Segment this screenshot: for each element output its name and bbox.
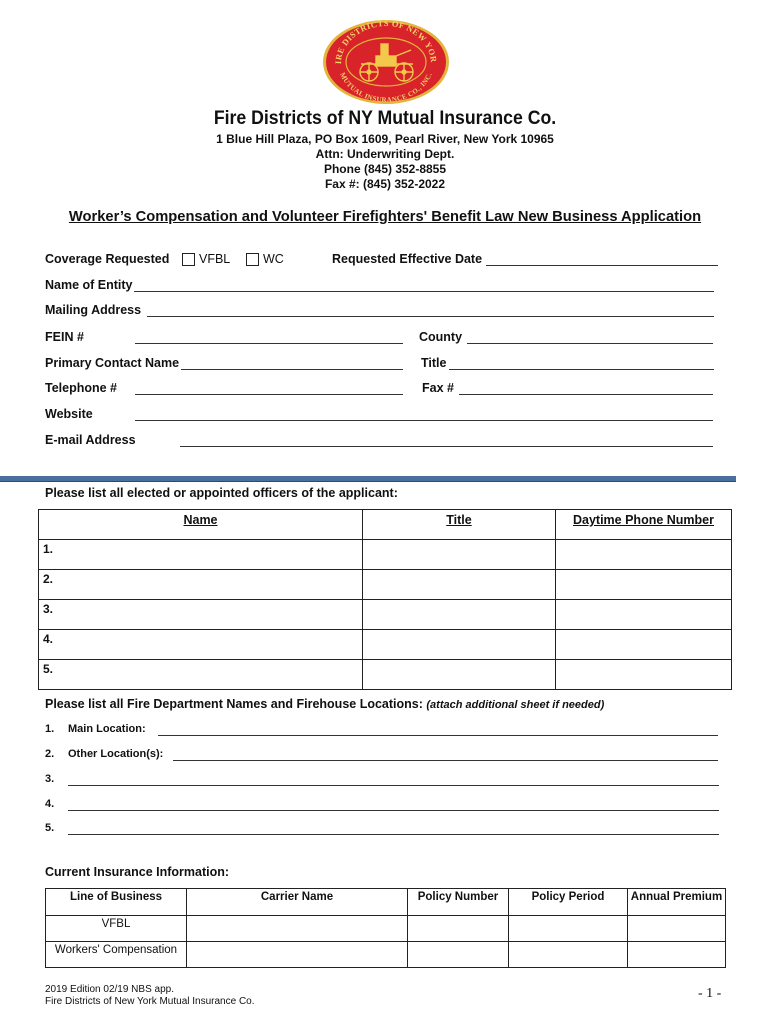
mailing-address-input[interactable]	[147, 316, 714, 317]
officer-name-cell[interactable]: 4.	[39, 630, 363, 660]
policy-period-cell[interactable]	[509, 916, 628, 942]
location-number: 2.	[45, 748, 55, 760]
email-label: E-mail Address	[45, 433, 136, 447]
carrier-name-cell[interactable]	[187, 942, 408, 968]
company-logo	[321, 18, 451, 106]
officer-name-cell[interactable]: 2.	[39, 570, 363, 600]
insurance-table	[45, 888, 726, 968]
svg-text:MUTUAL INSURANCE CO., INC.: MUTUAL INSURANCE CO., INC.	[338, 71, 434, 105]
col-annual-premium: Annual Premium	[628, 889, 726, 916]
fein-input[interactable]	[135, 343, 403, 344]
wc-option-label: WC	[263, 252, 284, 266]
location-number: 4.	[45, 798, 55, 810]
table-row	[46, 942, 726, 968]
primary-contact-label: Primary Contact Name	[45, 356, 180, 370]
col-phone: Daytime Phone Number	[556, 510, 732, 540]
fax-label: Fax #	[422, 381, 454, 395]
officer-name-cell[interactable]: 1.	[39, 540, 363, 570]
line-of-business-cell: VFBL	[46, 916, 187, 942]
company-address: 1 Blue Hill Plaza, PO Box 1609, Pearl River, New York 10965	[216, 132, 554, 146]
location-number: 1.	[45, 723, 55, 735]
carrier-name-cell[interactable]	[187, 916, 408, 942]
officer-name-cell[interactable]: 3.	[39, 600, 363, 630]
officer-phone-cell[interactable]	[556, 660, 732, 690]
policy-period-cell[interactable]	[509, 942, 628, 968]
other-location-input[interactable]	[173, 760, 718, 761]
footer-company: Fire Districts of New York Mutual Insurance Co.	[45, 996, 255, 1007]
line-of-business-cell: Workers' Compensation	[46, 942, 187, 968]
table-row	[46, 916, 726, 942]
attn-line: Attn: Underwriting Dept.	[315, 147, 455, 161]
effective-date-input[interactable]	[486, 265, 718, 266]
telephone-label: Telephone #	[45, 381, 118, 395]
locations-note: (attach additional sheet if needed)	[426, 699, 605, 711]
telephone-input[interactable]	[135, 394, 403, 395]
website-label: Website	[45, 407, 93, 421]
website-input[interactable]	[135, 420, 713, 421]
email-input[interactable]	[180, 446, 713, 447]
fax-input[interactable]	[459, 394, 713, 395]
policy-number-cell[interactable]	[408, 942, 509, 968]
other-location-label: Other Location(s):	[68, 748, 164, 760]
mailing-address-label: Mailing Address	[45, 303, 142, 317]
table-row	[39, 570, 732, 600]
officer-phone-cell[interactable]	[556, 570, 732, 600]
insurance-heading: Current Insurance Information:	[45, 865, 230, 879]
footer-edition: 2019 Edition 02/19 NBS app.	[45, 984, 174, 995]
county-input[interactable]	[467, 343, 713, 344]
title-label: Title	[421, 356, 447, 370]
section-divider	[0, 476, 736, 482]
officer-title-cell[interactable]	[363, 660, 556, 690]
col-line-of-business: Line of Business	[46, 889, 187, 916]
table-row	[39, 630, 732, 660]
officer-title-cell[interactable]	[363, 540, 556, 570]
vfbl-checkbox[interactable]	[182, 253, 195, 266]
wc-checkbox[interactable]	[246, 253, 259, 266]
entity-name-input[interactable]	[134, 291, 714, 292]
locations-heading: Please list all Fire Department Names and Firehouse Locations: (attach additional sheet if needed)	[45, 697, 605, 711]
entity-name-label: Name of Entity	[45, 278, 133, 292]
policy-number-cell[interactable]	[408, 916, 509, 942]
officer-title-cell[interactable]	[363, 630, 556, 660]
main-location-input[interactable]	[158, 735, 718, 736]
table-row	[39, 540, 732, 570]
annual-premium-cell[interactable]	[628, 942, 726, 968]
officer-phone-cell[interactable]	[556, 600, 732, 630]
page-number: - 1 -	[698, 986, 722, 1001]
col-title: Title	[363, 510, 556, 540]
location-3-input[interactable]	[68, 785, 719, 786]
officer-title-cell[interactable]	[363, 570, 556, 600]
officer-phone-cell[interactable]	[556, 540, 732, 570]
insurance-header-row	[46, 889, 726, 916]
officers-table	[38, 509, 732, 690]
table-row	[39, 660, 732, 690]
location-4-input[interactable]	[68, 810, 719, 811]
title-input[interactable]	[449, 369, 714, 370]
form-title: Worker’s Compensation and Volunteer Firefighters' Benefit Law New Business Application	[68, 208, 702, 225]
svg-text:FIRE DISTRICTS OF NEW YORK: IRE DISTRICTS OF NEW YOR	[332, 18, 440, 65]
officer-title-cell[interactable]	[363, 600, 556, 630]
primary-contact-input[interactable]	[181, 369, 403, 370]
location-5-input[interactable]	[68, 834, 719, 835]
location-number: 3.	[45, 773, 55, 785]
col-name: Name	[39, 510, 363, 540]
fein-label: FEIN #	[45, 330, 84, 344]
county-label: County	[419, 330, 463, 344]
company-name: Fire Districts of NY Mutual Insurance Co.	[213, 108, 557, 129]
col-policy-number: Policy Number	[408, 889, 509, 916]
main-location-label: Main Location:	[68, 723, 146, 735]
location-number: 5.	[45, 822, 55, 834]
col-carrier-name: Carrier Name	[187, 889, 408, 916]
vfbl-option-label: VFBL	[199, 252, 231, 266]
phone-line: Phone (845) 352-8855	[323, 162, 447, 176]
coverage-requested-label: Coverage Requested	[45, 252, 170, 266]
officer-name-cell[interactable]: 5.	[39, 660, 363, 690]
officers-header-row	[39, 510, 732, 540]
col-policy-period: Policy Period	[509, 889, 628, 916]
effective-date-label: Requested Effective Date	[332, 252, 483, 266]
officer-phone-cell[interactable]	[556, 630, 732, 660]
fax-line: Fax #: (845) 352-2022	[324, 177, 446, 191]
annual-premium-cell[interactable]	[628, 916, 726, 942]
officers-heading: Please list all elected or appointed officers of the applicant:	[45, 486, 398, 500]
table-row	[39, 600, 732, 630]
